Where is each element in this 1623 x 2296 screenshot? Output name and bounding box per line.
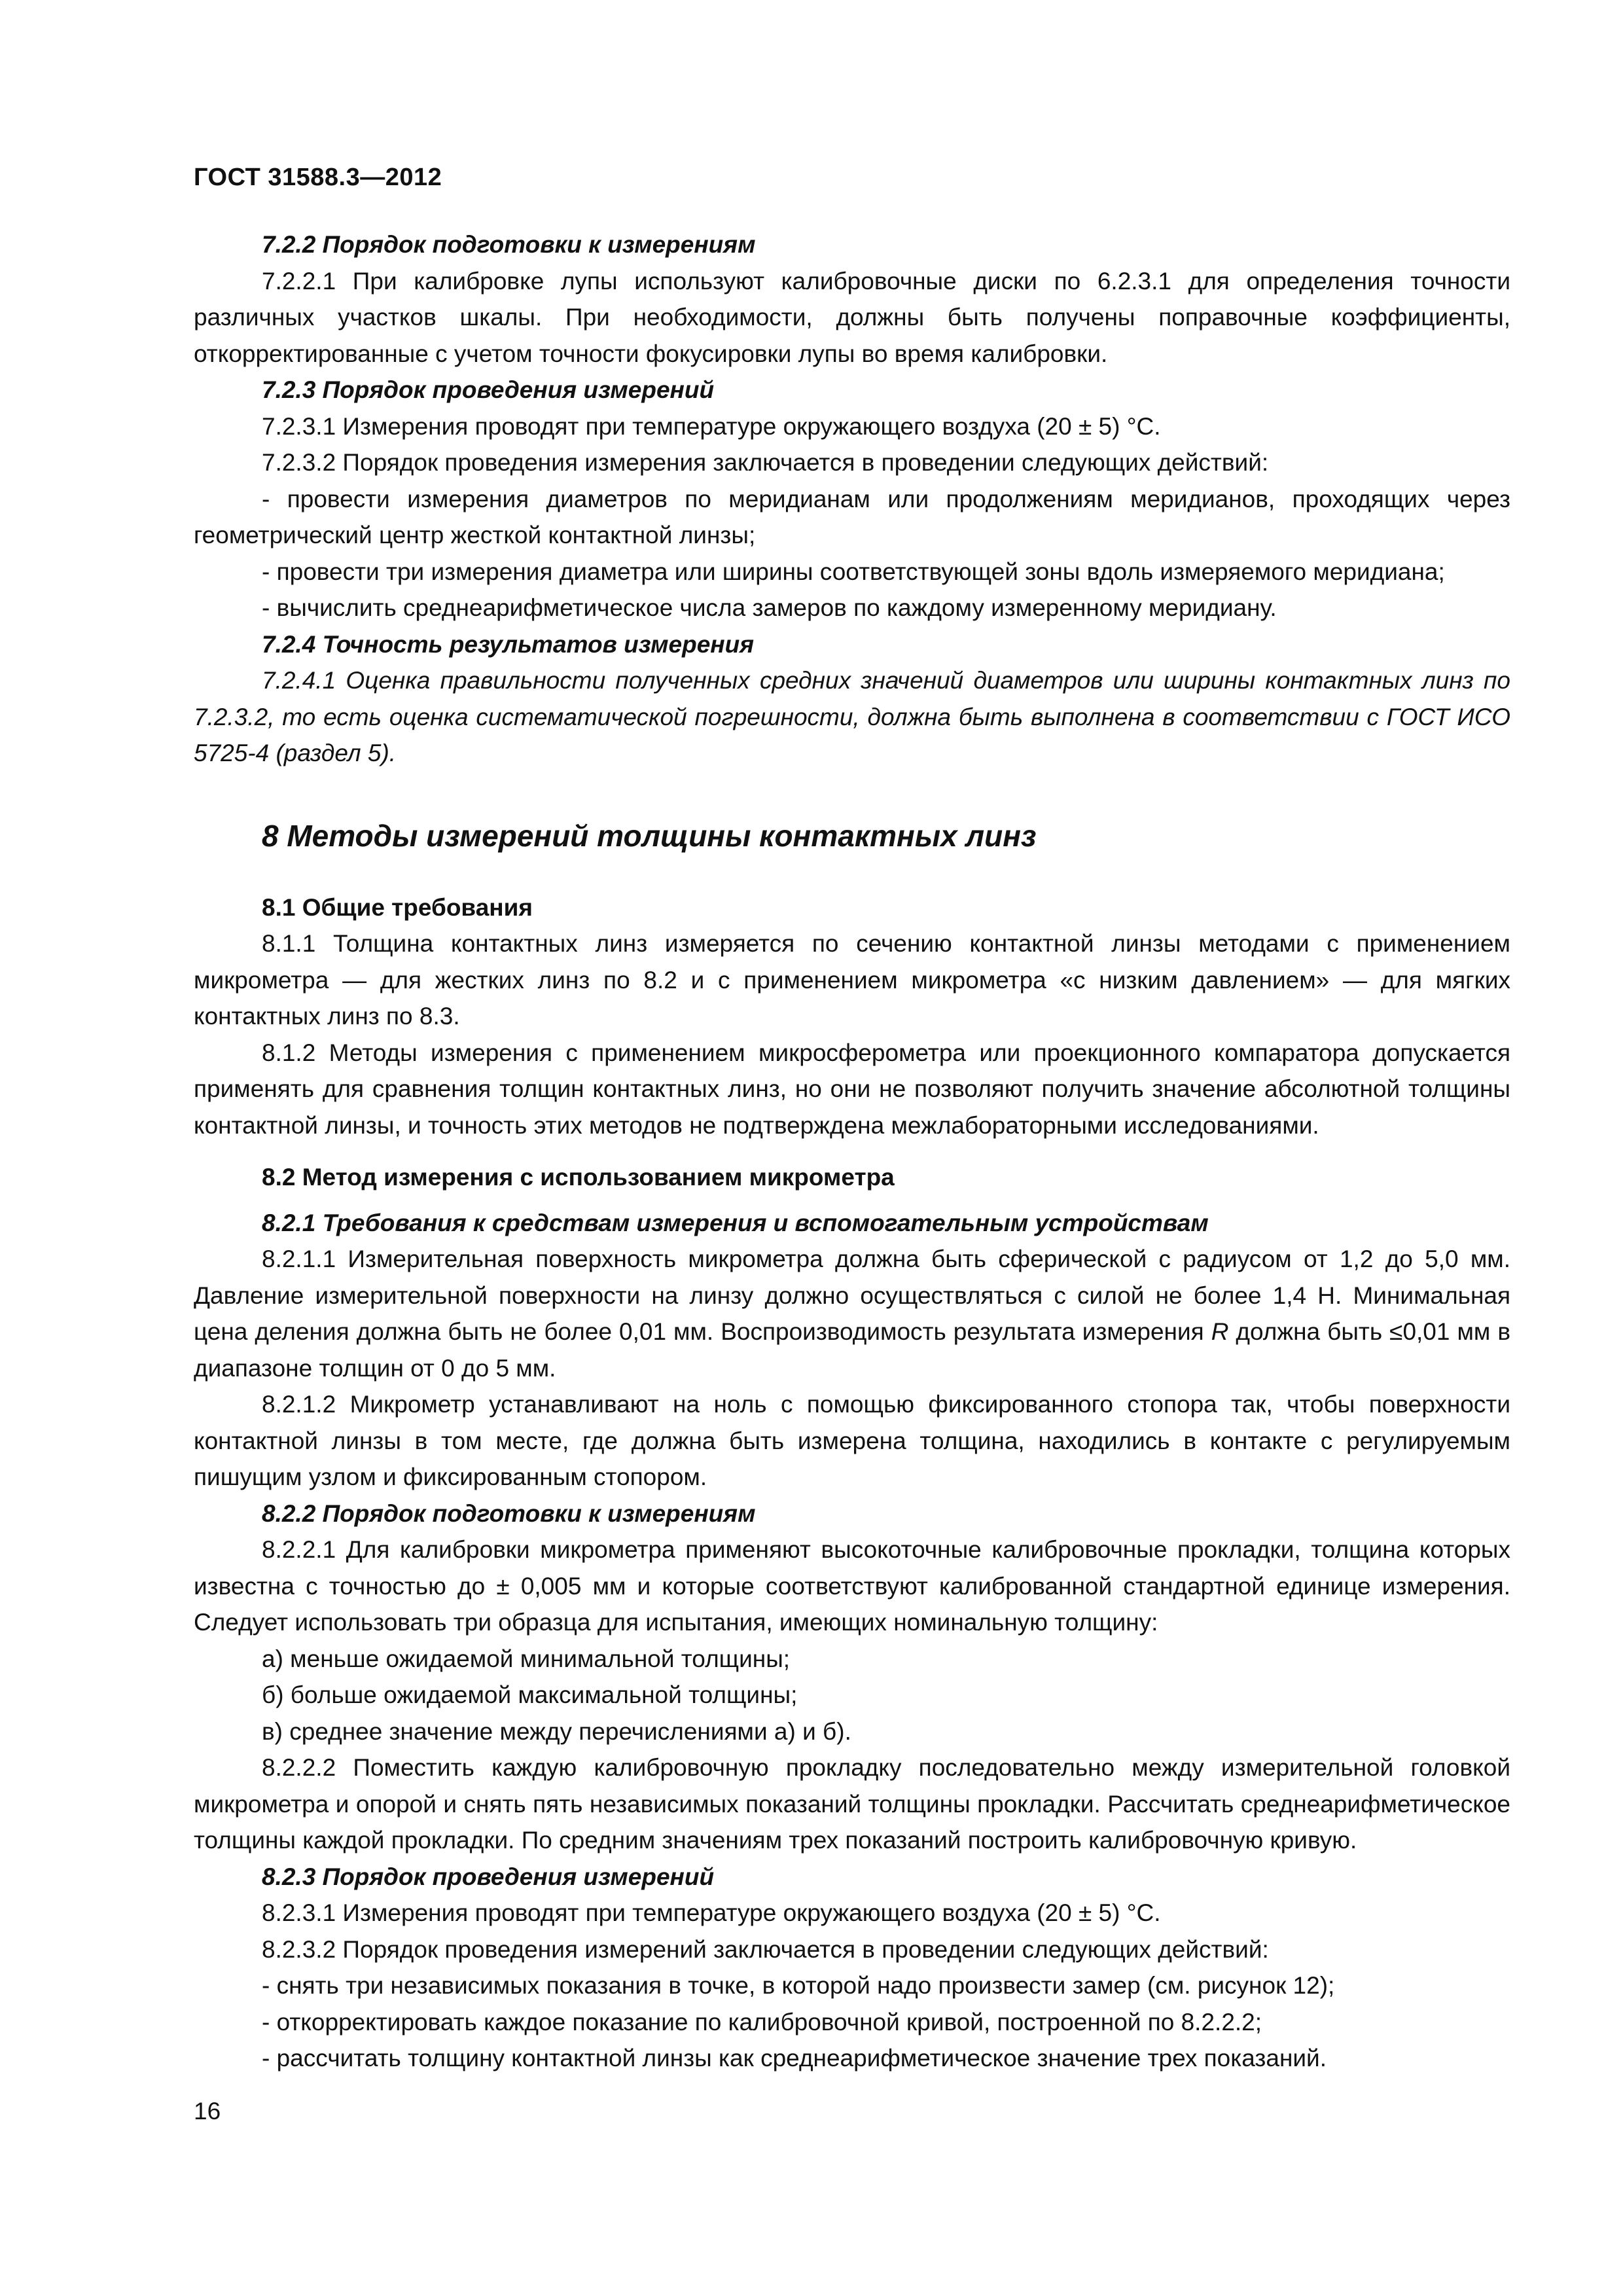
subsection-heading: 7.2.3 Порядок проведения измерений [262,376,715,403]
paragraph: 8.1.2 Методы измерения с применением микросферометра или проекционного компаратора допускается применять для сравнения толщин контактных линз, но они не позволяют получить значение абсолютной толщины контактной линзы, и точность этих методов не подтверждена межлабораторными исследованиями. [194,1039,1510,1139]
subsection-heading: 7.2.2 Порядок подготовки к измерениям [262,231,756,258]
paragraph [194,1241,1510,1386]
list-item: - провести измерения диаметров по меридианам или продолжениям меридианов, проходящих через геометрический центр жесткой контактной линзы; [194,485,1510,548]
paragraph: 8.2.1.2 Микрометр устанавливают на ноль с помощью фиксированного стопора так, чтобы поверхности контактной линзы в том месте, где должна быть измерена толщина, находились в контакте с регулируемым пишущим узлом и фиксированным стопором. [194,1391,1510,1490]
subsection-heading: 8.2.1 Требования к средствам измерения и вспомогательным устройствам [262,1209,1209,1236]
paragraph: 7.2.3.1 Измерения проводят при температуре окружающего воздуха (20 ± 5) °С. [262,412,1161,440]
document-header: ГОСТ 31588.3—2012 [194,164,442,191]
paragraph: 7.2.2.1 При калибровке лупы используют калибровочные диски по 6.2.3.1 для определения точности различных участков шкалы. При необходимости, должны быть получены поправочные коэффициенты, откорректированные с учетом точности фокусировки лупы во время калибровки. [194,267,1510,367]
subsection-heading: 8.2.2 Порядок подготовки к измерениям [262,1499,756,1527]
paragraph-italic: 7.2.4.1 Оценка правильности полученных средних значений диаметров или ширины контактных линз по 7.2.3.2, то есть оценка систематической погрешности, должна быть выполнена в соответствии с ГОСТ ИСО 5725-4 (раздел 5). [194,667,1510,766]
list-item: - снять три независимых показания в точке, в которой надо произвести замер (см. рисунок 12); [262,1972,1335,1999]
paragraph: 8.2.2.2 Поместить каждую калибровочную прокладку последовательно между измерительной головкой микрометра и опорой и снять пять независимых показаний толщины прокладки. Рассчитать среднеарифметическое толщины каждой прокладки. По средним значениям трех показаний построить калибровочную кривую. [194,1754,1510,1854]
list-item: б) больше ожидаемой максимальной толщины; [262,1681,798,1708]
paragraph-text: 8.2.1.1 Измерительная поверхность микрометра должна быть сферической с радиусом от 1,2 до 5,0 мм. Давление измерительной поверхности на линзу должно осуществляться с силой не более 1,4 Н. Минимальная цена деления должна быть не более 0,01 мм. Воспроизводимость результата измерения [194,1246,1510,1345]
list-item: - рассчитать толщину контактной линзы как среднеарифметическое значение трех показаний. [262,2045,1327,2072]
paragraph-text: должна быть ≤0,01 мм в диапазоне толщин от 0 до 5 мм. [194,1318,1510,1382]
list-item: - вычислить среднеарифметическое числа замеров по каждому измеренному меридиану. [262,594,1277,621]
paragraph: 8.2.2.1 Для калибровки микрометра применяют высокоточные калибровочные прокладки, толщина которых известна с точностью до ± 0,005 мм и которые соответствуют калиброванной стандартной единице измерения. Следует использовать три образца для испытания, имеющих номинальную толщину: [194,1536,1510,1636]
subsection-heading: 8.2.3 Порядок проведения измерений [262,1863,715,1890]
subsection-heading: 8.1 Общие требования [262,893,533,921]
list-item: в) среднее значение между перечислениями а) и б). [262,1717,851,1745]
section-title: 8 Методы измерений толщины контактных линз [262,818,1037,853]
reproducibility-symbol: R [1211,1318,1229,1345]
paragraph: 8.1.1 Толщина контактных линз измеряется по сечению контактной линзы методами с применением микрометра — для жестких линз по 8.2 и с применением микрометра «с низким давлением» — для мягких контактных линз по 8.3. [194,930,1510,1030]
list-item: а) меньше ожидаемой минимальной толщины; [262,1645,791,1672]
list-item: - откорректировать каждое показание по калибровочной кривой, построенной по 8.2.2.2; [262,2008,1262,2036]
paragraph: 7.2.3.2 Порядок проведения измерения заключается в проведении следующих действий: [262,449,1269,476]
paragraph: 8.2.3.2 Порядок проведения измерений заключается в проведении следующих действий: [262,1935,1269,1963]
list-item: - провести три измерения диаметра или ширины соответствующей зоны вдоль измеряемого меридиана; [262,558,1445,585]
subsection-heading: 7.2.4 Точность результатов измерения [262,630,755,658]
subsection-heading: 8.2 Метод измерения с использованием микрометра [262,1164,895,1191]
paragraph: 8.2.3.1 Измерения проводят при температуре окружающего воздуха (20 ± 5) °С. [262,1899,1161,1926]
page-number: 16 [194,2098,221,2125]
document-body [194,226,1510,2077]
